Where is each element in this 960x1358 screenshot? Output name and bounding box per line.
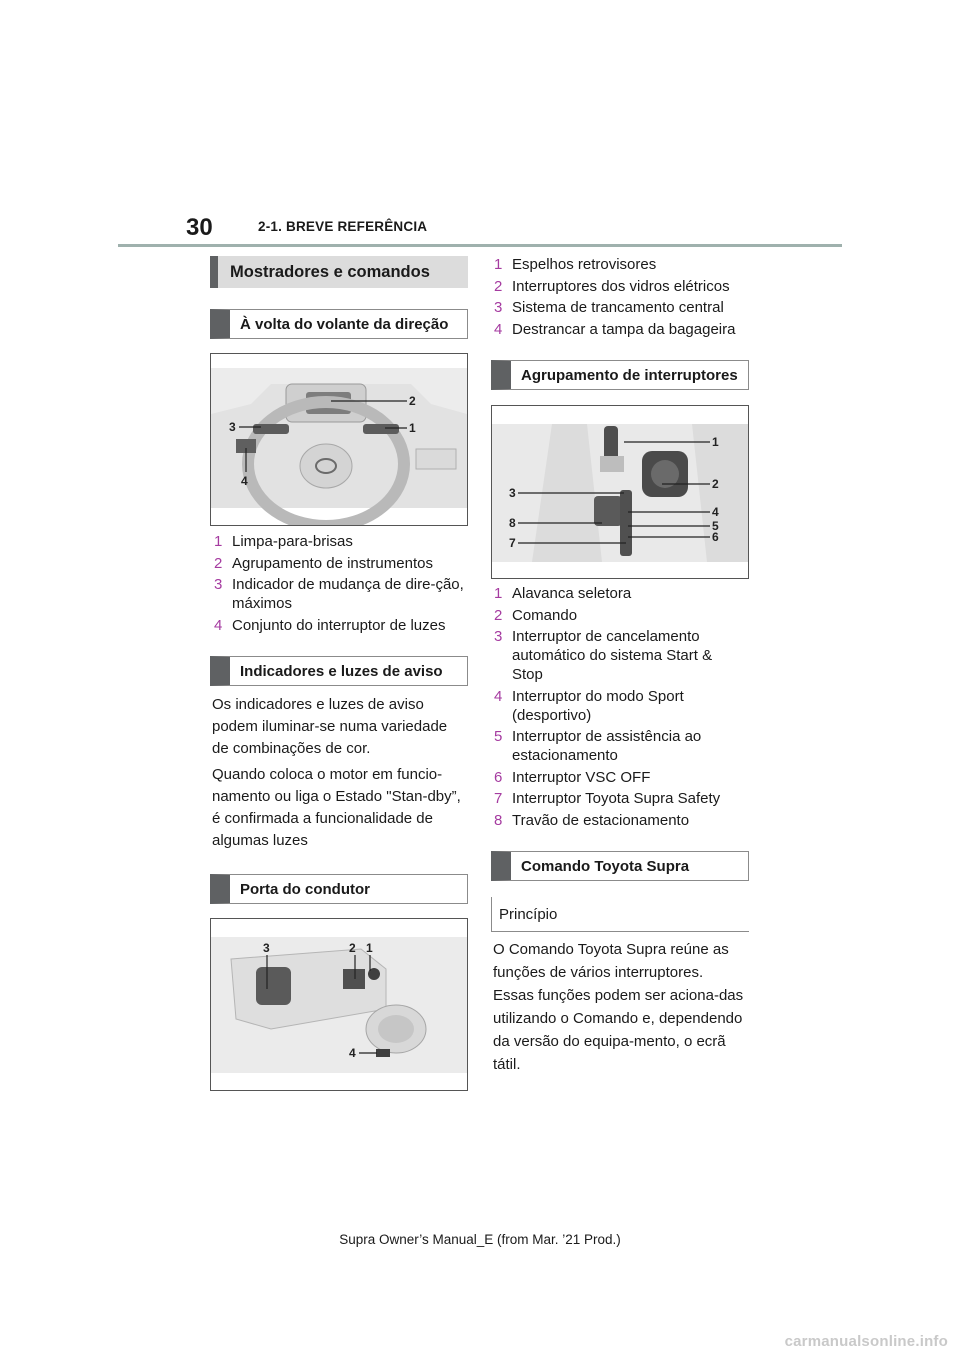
callout-4: 4 bbox=[241, 474, 248, 488]
list-item bbox=[214, 616, 472, 635]
warning-paragraph-1: Os indicadores e luzes de aviso podem iluminar-se numa variedade de combinações de cor. bbox=[212, 696, 448, 757]
driver-door-illustration bbox=[211, 919, 467, 1090]
subsection-warning-lights bbox=[210, 656, 468, 686]
principle-heading bbox=[491, 897, 749, 932]
item-number: 3 bbox=[494, 299, 503, 316]
callout-1: 1 bbox=[366, 941, 373, 955]
item-text: Comando bbox=[512, 606, 578, 624]
controller-paragraph: O Comando Toyota Supra reúne as funções de vários interruptores. Essas funções podem ser aciona-das utilizando o Comando e, dependendo da versão do equipa-mento, o ecrã tátil. bbox=[493, 941, 744, 1073]
watermark: carmanualsonline.info bbox=[784, 1333, 948, 1350]
item-number: 1 bbox=[494, 585, 503, 602]
callout-2: 2 bbox=[349, 941, 356, 955]
subsection-controller bbox=[491, 851, 749, 881]
item-text: Sistema de trancamento central bbox=[512, 299, 724, 316]
callout-7: 7 bbox=[509, 536, 516, 550]
item-number: 4 bbox=[494, 687, 503, 705]
item-number: 1 bbox=[214, 533, 223, 550]
item-number: 6 bbox=[494, 768, 503, 786]
subsection-steering bbox=[210, 309, 468, 339]
item-number: 3 bbox=[214, 576, 223, 593]
list-item bbox=[494, 789, 742, 808]
item-text: Interruptor do modo Sport (desportivo) bbox=[512, 687, 684, 724]
list-item bbox=[494, 627, 742, 684]
steering-legend-list bbox=[214, 532, 472, 637]
item-number: 4 bbox=[214, 616, 223, 634]
item-text: Travão de estacionamento bbox=[512, 811, 690, 829]
item-number: 2 bbox=[214, 554, 223, 572]
item-number: 8 bbox=[494, 811, 503, 829]
list-item bbox=[494, 768, 742, 787]
callout-3: 3 bbox=[509, 486, 516, 500]
item-text: Indicador de mudança de dire-ção, máximos bbox=[232, 576, 464, 612]
switch-cluster-illustration bbox=[492, 406, 748, 578]
list-item bbox=[494, 727, 742, 765]
steering-wheel-illustration bbox=[211, 354, 467, 525]
list-item bbox=[494, 277, 754, 296]
door-legend-list bbox=[494, 255, 754, 341]
item-number: 2 bbox=[494, 277, 503, 295]
subsection-steering-title: À volta do volante da direção bbox=[240, 315, 449, 333]
list-item bbox=[214, 575, 472, 613]
callout-2: 2 bbox=[409, 394, 416, 408]
page-footer: Supra Owner’s Manual_E (from Mar. ’21 Prod.) bbox=[339, 1232, 621, 1247]
item-text: Alavanca seletora bbox=[512, 585, 632, 602]
switch-legend-list bbox=[494, 584, 742, 832]
chapter-title: 2-1. BREVE REFERÊNCIA bbox=[258, 219, 428, 234]
list-item bbox=[214, 532, 472, 551]
list-item bbox=[494, 687, 742, 725]
item-text: Interruptor de cancelamento automático do sistema Start & Stop bbox=[512, 628, 713, 683]
callout-3: 3 bbox=[263, 941, 270, 955]
steering-wheel-figure bbox=[210, 353, 468, 526]
item-text: Espelhos retrovisores bbox=[512, 256, 657, 273]
callout-6: 6 bbox=[712, 530, 719, 544]
list-item bbox=[494, 584, 742, 603]
callout-5: 5 bbox=[712, 519, 719, 533]
warning-paragraph-2: Quando coloca o motor em funcio-namento ou liga o Estado "Stan-dby”, é confirmada a funcionalidade de algumas luzes bbox=[212, 766, 461, 849]
subsection-controller-title: Comando Toyota Supra bbox=[521, 857, 690, 875]
item-text: Limpa-para-brisas bbox=[232, 533, 353, 550]
driver-door-figure bbox=[210, 918, 468, 1091]
callout-3: 3 bbox=[229, 420, 236, 434]
item-text: Interruptores dos vidros elétricos bbox=[512, 277, 730, 295]
list-item bbox=[494, 298, 754, 317]
switch-cluster-figure bbox=[491, 405, 749, 579]
section-title-text: Mostradores e comandos bbox=[230, 262, 430, 281]
item-text: Interruptor de assistência ao estacionamento bbox=[512, 728, 702, 764]
section-title-displays bbox=[210, 256, 468, 288]
callout-1: 1 bbox=[409, 421, 416, 435]
callout-2: 2 bbox=[712, 477, 719, 491]
item-number: 5 bbox=[494, 728, 503, 745]
header-rule bbox=[118, 244, 842, 247]
list-item bbox=[214, 554, 472, 573]
item-text: Conjunto do interruptor de luzes bbox=[232, 616, 446, 634]
subsection-warning-title: Indicadores e luzes de aviso bbox=[240, 662, 443, 680]
subsection-switch-title: Agrupamento de interruptores bbox=[521, 366, 738, 384]
list-item bbox=[494, 320, 754, 339]
item-text: Destrancar a tampa da bagageira bbox=[512, 320, 736, 338]
callout-1: 1 bbox=[712, 435, 719, 449]
callout-4: 4 bbox=[349, 1046, 356, 1060]
item-number: 7 bbox=[494, 790, 503, 807]
subsection-switch-cluster bbox=[491, 360, 749, 390]
subsection-door-title: Porta do condutor bbox=[240, 880, 370, 898]
list-item bbox=[494, 255, 754, 274]
principle-heading-text: Princípio bbox=[499, 905, 558, 923]
item-text: Interruptor Toyota Supra Safety bbox=[512, 790, 721, 807]
subsection-driver-door bbox=[210, 874, 468, 904]
page-number: 30 bbox=[186, 214, 213, 241]
item-number: 4 bbox=[494, 320, 503, 338]
callout-4: 4 bbox=[712, 505, 719, 519]
item-text: Interruptor VSC OFF bbox=[512, 768, 651, 786]
item-number: 1 bbox=[494, 256, 503, 273]
item-number: 2 bbox=[494, 606, 503, 624]
callout-8: 8 bbox=[509, 516, 516, 530]
item-number: 3 bbox=[494, 628, 503, 645]
list-item bbox=[494, 811, 742, 830]
item-text: Agrupamento de instrumentos bbox=[232, 554, 433, 572]
list-item bbox=[494, 606, 742, 625]
